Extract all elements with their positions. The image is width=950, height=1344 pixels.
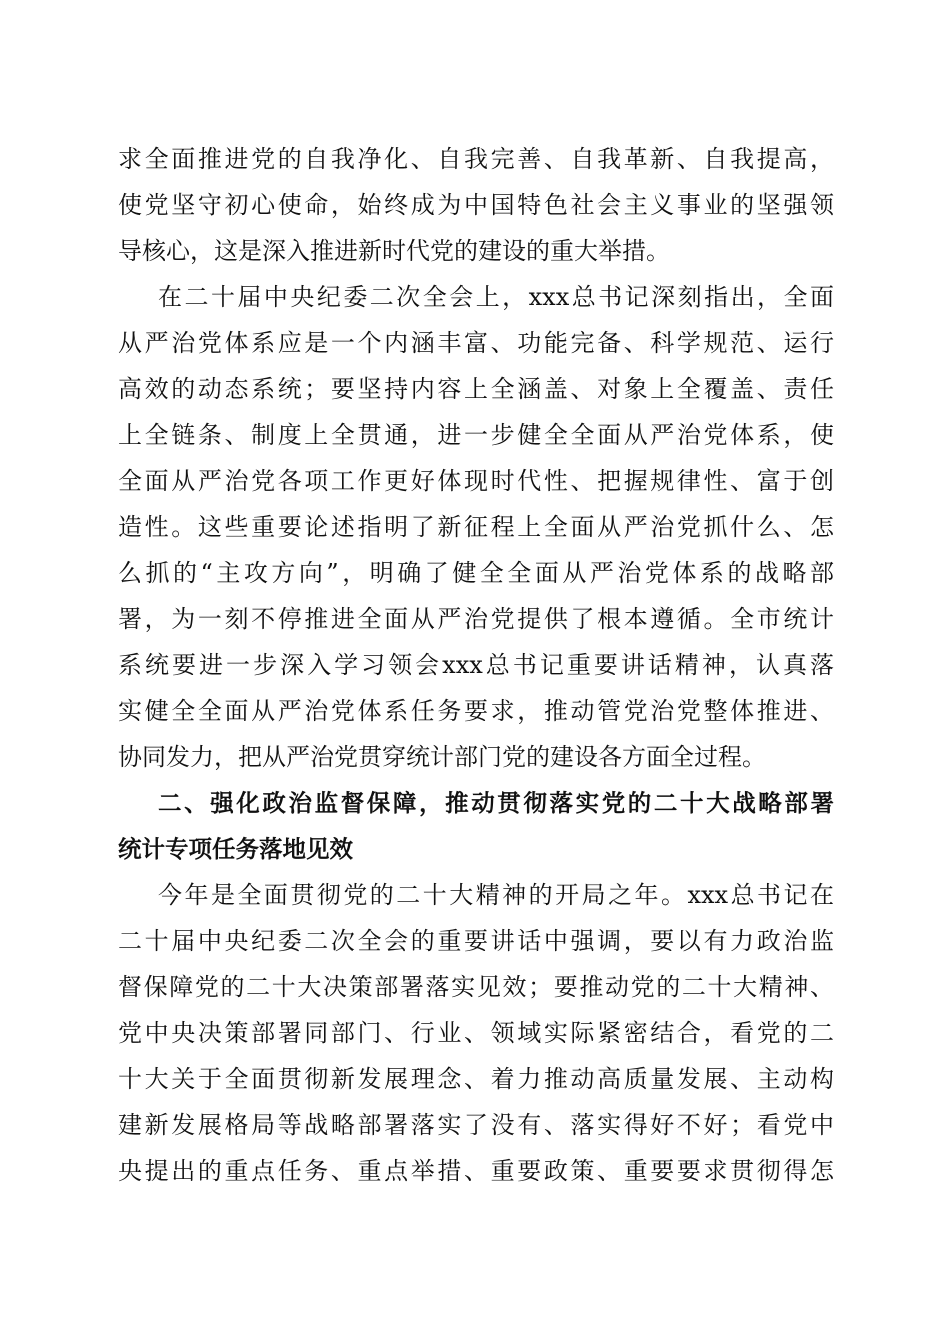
heading-line: 统计专项任务落地见效 (118, 835, 353, 863)
text-line: 十大关于全面贯彻新发展理念、着力推动高质量发展、主动构 (118, 1065, 834, 1093)
text-line: 协同发力，把从严治党贯穿统计部门党的建设各方面全过程。 (118, 743, 766, 771)
text-line: 央提出的重点任务、重点举措、重要政策、重要要求贯彻得怎 (118, 1157, 834, 1185)
text-line: 今年是全面贯彻党的二十大精神的开局之年。xxx总书记在 (158, 881, 834, 909)
paragraph-continuation (118, 136, 834, 274)
text-line: 督保障党的二十大决策部署落实见效；要推动党的二十大精神、 (118, 973, 834, 1001)
text-line: 在二十届中央纪委二次全会上，xxx总书记深刻指出，全面 (158, 283, 834, 311)
text-line: 求全面推进党的自我净化、自我完善、自我革新、自我提高， (118, 145, 834, 173)
text-line: 造性。这些重要论述指明了新征程上全面从严治党抓什么、怎 (118, 513, 834, 541)
heading-line: 二、强化政治监督保障，推动贯彻落实党的二十大战略部署 (158, 789, 834, 817)
text-line: 系统要进一步深入学习领会xxx总书记重要讲话精神，认真落 (118, 651, 834, 679)
text-line: 全面从严治党各项工作更好体现时代性、把握规律性、富于创 (118, 467, 834, 495)
text-line: 建新发展格局等战略部署落实了没有、落实得好不好；看党中 (118, 1111, 834, 1139)
text-line: 署，为一刻不停推进全面从严治党提供了根本遵循。全市统计 (118, 605, 834, 633)
text-line: 二十届中央纪委二次全会的重要讲话中强调，要以有力政治监 (118, 927, 834, 955)
text-line: 导核心，这是深入推进新时代党的建设的重大举措。 (118, 237, 670, 265)
text-line: 实健全全面从严治党体系任务要求，推动管党治党整体推进、 (118, 697, 834, 725)
text-line: 使党坚守初心使命，始终成为中国特色社会主义事业的坚强领 (118, 191, 834, 219)
text-line: 么抓的“主攻方向”，明确了健全全面从严治党体系的战略部 (118, 559, 834, 587)
paragraph-opening-year (118, 872, 834, 1194)
text-line: 高效的动态系统；要坚持内容上全涵盖、对象上全覆盖、责任 (118, 375, 834, 403)
section-heading (118, 780, 834, 872)
text-line: 党中央决策部署同部门、行业、领域实际紧密结合，看党的二 (118, 1019, 834, 1047)
text-line: 从严治党体系应是一个内涵丰富、功能完备、科学规范、运行 (118, 329, 834, 357)
text-line: 上全链条、制度上全贯通，进一步健全全面从严治党体系，使 (118, 421, 834, 449)
paragraph-central-commission (118, 274, 834, 780)
